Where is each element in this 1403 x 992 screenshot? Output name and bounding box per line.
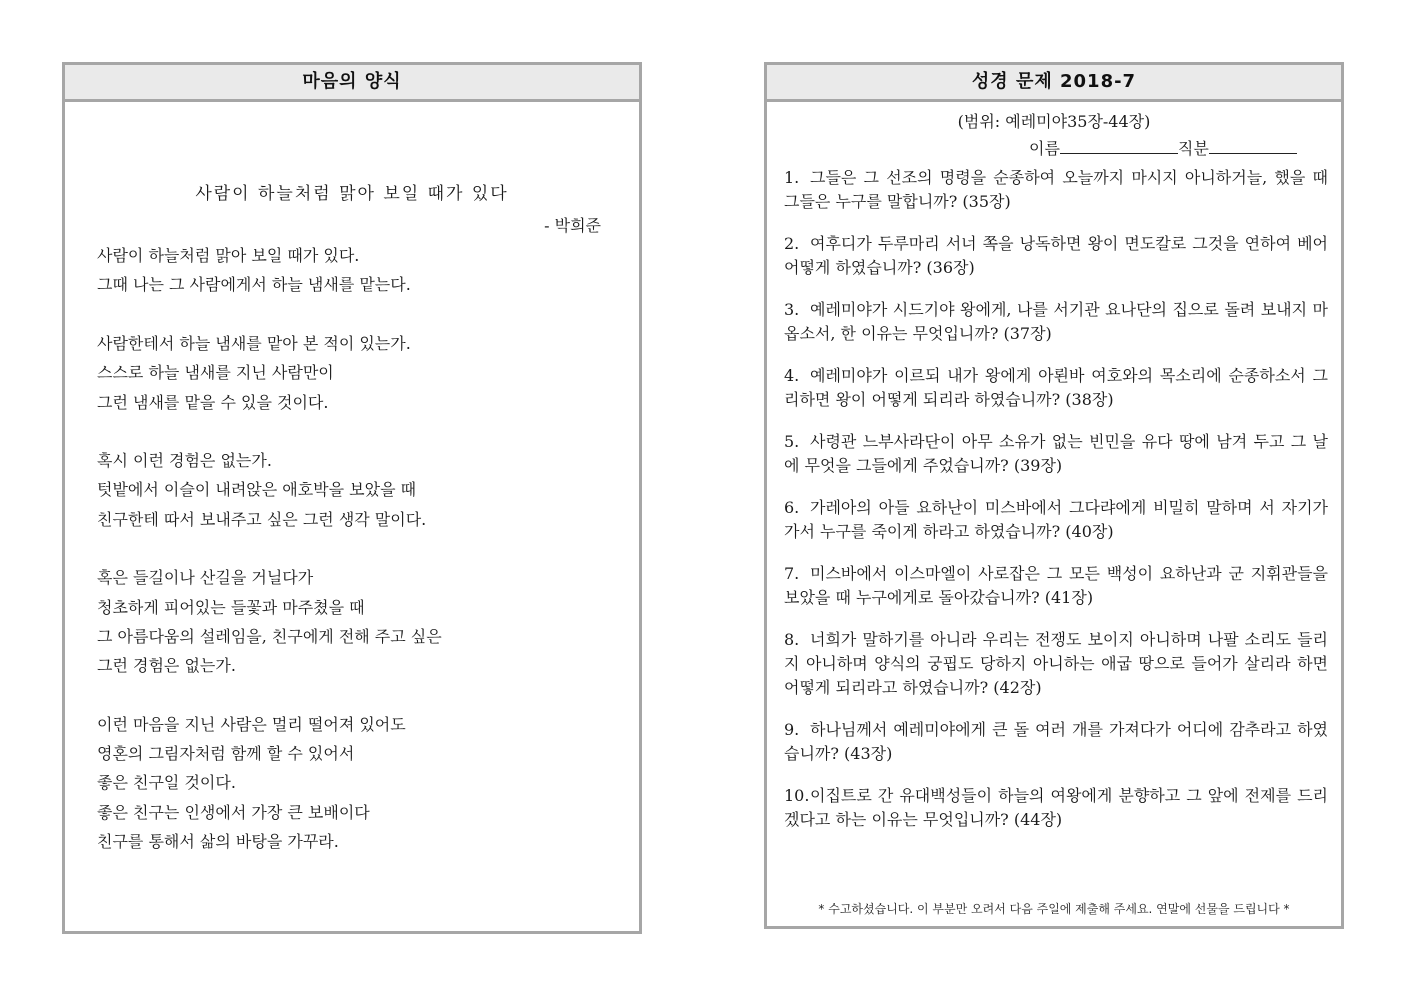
question-text: 가레아의 아들 요하난이 미스바에서 그다랴에게 비밀히 말하며 서 자기가 가서 누구를 죽이게 하라고 하였습니까? (40장) bbox=[784, 498, 1328, 541]
question-item bbox=[784, 562, 1328, 628]
question-text: 그들은 그 선조의 명령을 순종하여 오늘까지 마시지 아니하거늘, 했을 때 그들은 누구를 말합니까? (35장) bbox=[784, 168, 1328, 211]
question-item bbox=[784, 718, 1328, 784]
poem-body bbox=[97, 241, 617, 886]
question-number: 8. bbox=[784, 630, 800, 649]
poem-line: 텃밭에서 이슬이 내려앉은 애호박을 보았을 때 bbox=[97, 480, 417, 500]
poem-line: 그 아름다움의 설레임을, 친구에게 전해 주고 싶은 bbox=[97, 626, 442, 646]
question-text: 예레미야가 시드기야 왕에게, 나를 서기관 요나단의 집으로 돌려 보내지 마옵소서, 한 이유는 무엇입니까? (37장) bbox=[784, 300, 1328, 343]
poem-line: 친구를 통해서 삶의 바탕을 가꾸라. bbox=[97, 832, 339, 852]
question-item bbox=[784, 628, 1328, 718]
poem-stanza bbox=[97, 329, 617, 417]
question-text: 여후디가 두루마리 서너 쪽을 낭독하면 왕이 면도칼로 그것을 연하여 베어 어떻게 하였습니까? (36장) bbox=[784, 234, 1328, 277]
poem-line: 그런 경험은 없는가. bbox=[97, 656, 236, 676]
question-item bbox=[784, 166, 1328, 232]
question-list bbox=[784, 166, 1328, 850]
question-item bbox=[784, 364, 1328, 430]
question-text: 예레미야가 이르되 내가 왕에게 아뢴바 여호와의 목소리에 순종하소서 그리하면 왕이 어떻게 되리라 하였습니까? (38장) bbox=[784, 366, 1328, 409]
poem-stanza bbox=[97, 563, 617, 681]
question-number: 1. bbox=[784, 168, 800, 187]
question-item bbox=[784, 496, 1328, 562]
poem-line: 청초하게 피어있는 들꽃과 마주쳤을 때 bbox=[97, 597, 365, 617]
poem-title: 사람이 하늘처럼 맑아 보일 때가 있다 bbox=[195, 184, 509, 204]
poem-line: 사람한테서 하늘 냄새를 맡아 본 적이 있는가. bbox=[97, 333, 411, 353]
poem-stanza bbox=[97, 446, 617, 534]
name-position-row bbox=[1029, 136, 1297, 159]
quiz-panel bbox=[764, 62, 1344, 929]
poem-line: 혹시 이런 경험은 없는가. bbox=[97, 450, 272, 470]
poem-line: 혹은 들길이나 산길을 거닐다가 bbox=[97, 568, 314, 588]
question-text: 이집트로 간 유대백성들이 하늘의 여왕에게 분향하고 그 앞에 전제를 드리겠다고 하는 이유는 무엇입니까? (44장) bbox=[784, 786, 1328, 829]
poem-line: 그때 나는 그 사람에게서 하늘 냄새를 맡는다. bbox=[97, 275, 411, 295]
poem-panel-header: 마음의 양식 bbox=[65, 65, 639, 102]
question-number: 4. bbox=[784, 366, 800, 385]
question-item bbox=[784, 298, 1328, 364]
quiz-range: (범위: 예레미야35장-44장) bbox=[957, 112, 1151, 131]
poem-line: 영혼의 그림자처럼 함께 할 수 있어서 bbox=[97, 744, 355, 764]
position-blank[interactable] bbox=[1209, 136, 1297, 154]
poem-panel bbox=[62, 62, 642, 934]
question-number: 9. bbox=[784, 720, 800, 739]
question-number: 6. bbox=[784, 498, 800, 517]
poem-line: 그런 냄새를 맡을 수 있을 것이다. bbox=[97, 392, 329, 412]
poem-stanza bbox=[97, 710, 617, 857]
name-label: 이름 bbox=[1029, 139, 1060, 158]
question-number: 10. bbox=[784, 786, 810, 805]
question-item bbox=[784, 430, 1328, 496]
question-text: 하나님께서 예레미야에게 큰 돌 여러 개를 가져다가 어디에 감추라고 하였습니까? (43장) bbox=[784, 720, 1328, 763]
poem-line: 사람이 하늘처럼 맑아 보일 때가 있다. bbox=[97, 246, 360, 265]
poem-line: 좋은 친구일 것이다. bbox=[97, 773, 236, 793]
position-label: 직분 bbox=[1177, 139, 1209, 158]
poem-line: 스스로 하늘 냄새를 지닌 사람만이 bbox=[97, 363, 334, 383]
question-item bbox=[784, 232, 1328, 298]
footer-note: * 수고하셨습니다. 이 부분만 오려서 다음 주일에 제출해 주세요. 연말에 선물을 드립니다 * bbox=[818, 902, 1290, 916]
question-text: 너희가 말하기를 아니라 우리는 전쟁도 보이지 아니하며 나팔 소리도 들리지 아니하며 양식의 궁핍도 당하지 아니하는 애굽 땅으로 들어가 살리라 하면 어떻게 되리라고 하였습니까? (42장) bbox=[784, 630, 1328, 697]
poem-line: 좋은 친구는 인생에서 가장 큰 보배이다 bbox=[97, 802, 370, 822]
poem-stanza bbox=[97, 241, 617, 300]
question-item bbox=[784, 784, 1328, 850]
question-number: 3. bbox=[784, 300, 800, 319]
name-blank[interactable] bbox=[1060, 136, 1178, 154]
question-number: 2. bbox=[784, 234, 800, 253]
quiz-panel-header: 성경 문제 2018-7 bbox=[767, 65, 1341, 102]
question-text: 사령관 느부사라단이 아무 소유가 없는 빈민을 유다 땅에 남겨 두고 그 날에 무엇을 그들에게 주었습니까? (39장) bbox=[784, 432, 1328, 475]
poem-line: 이런 마음을 지닌 사람은 멀리 떨어져 있어도 bbox=[97, 714, 406, 734]
question-number: 7. bbox=[784, 564, 800, 583]
question-text: 미스바에서 이스마엘이 사로잡은 그 모든 백성이 요하난과 군 지휘관들을 보았을 때 누구에게로 돌아갔습니까? (41장) bbox=[784, 564, 1328, 607]
poem-author: - 박희준 bbox=[544, 216, 601, 235]
question-number: 5. bbox=[784, 432, 800, 451]
poem-line: 친구한테 따서 보내주고 싶은 그런 생각 말이다. bbox=[97, 509, 427, 529]
